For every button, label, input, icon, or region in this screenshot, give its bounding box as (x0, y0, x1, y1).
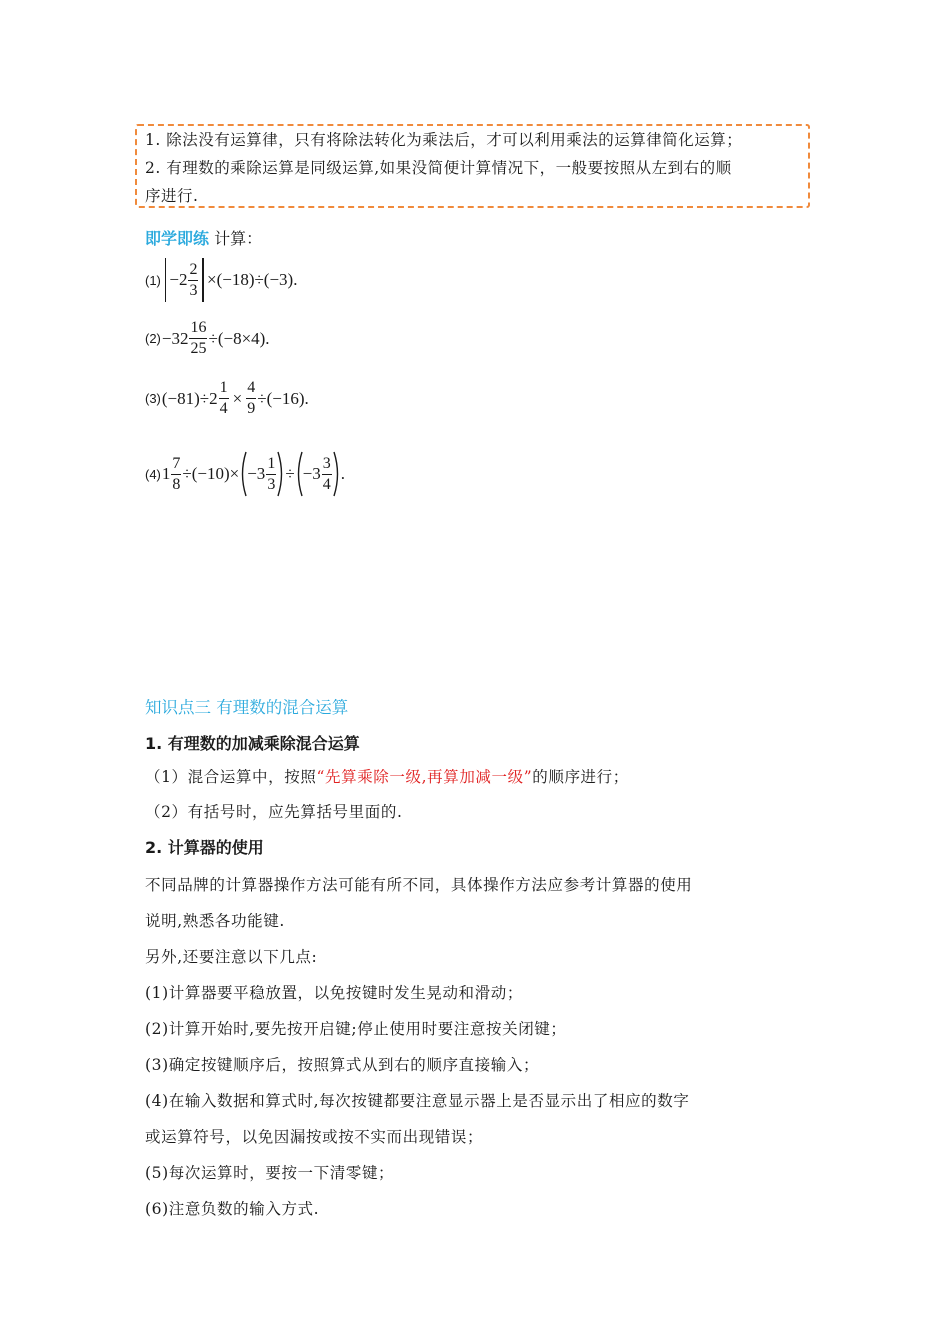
fraction-numerator: 7 (171, 456, 181, 475)
calc-line-10: (6)注意负数的输入方式. (145, 1200, 320, 1218)
problem-3-mid: × (232, 388, 243, 408)
fraction-numerator: 4 (246, 380, 256, 399)
left-paren-icon (239, 451, 247, 497)
problem-4-mid-2: ÷ (285, 464, 295, 483)
fraction-numerator: 16 (189, 320, 207, 339)
calc-line-9: (5)每次运算时，要按一下清零键； (145, 1164, 395, 1182)
problem-3-fraction-1 (219, 380, 229, 417)
calc-line-6: (3)确定按键顺序后，按照算式从到右的顺序直接输入； (145, 1056, 540, 1074)
problem-1-label: (1) (145, 272, 161, 288)
problem-2 (145, 320, 270, 357)
calc-line-3: 另外,还要注意以下几点: (145, 948, 318, 966)
left-paren-icon (295, 451, 303, 497)
fraction-denominator: 3 (189, 281, 198, 299)
note-line-1: 1. 除法没有运算律，只有将除法转化为乘法后，才可以利用乘法的运算律简化运算； (145, 131, 743, 149)
problem-4-fraction-1 (171, 456, 181, 493)
practice-heading (145, 226, 262, 249)
fraction-denominator: 9 (247, 400, 256, 417)
fraction-numerator: 2 (188, 262, 198, 281)
problem-1-fraction (188, 262, 198, 299)
problem-4-mid: ÷(−10)× (182, 464, 240, 483)
fraction-numerator: 3 (322, 456, 332, 475)
calc-line-7: (4)在输入数据和算式时,每次按键都要注意显示器上是否显示出了相应的数字 (145, 1092, 690, 1110)
problem-4-end: . (340, 464, 345, 483)
practice-text: 计算： (209, 229, 263, 248)
fraction-denominator: 25 (190, 340, 207, 357)
calc-line-5: (2)计算开始时,要先按开启键;停止使用时要注意按关闭键； (145, 1020, 567, 1038)
calc-line-4: (1)计算器要平稳放置，以免按键时发生晃动和滑动； (145, 984, 523, 1002)
mixed-op-item-2: （2）有括号时，应先算括号里面的. (145, 803, 403, 821)
problem-4-pre: 1 (161, 464, 171, 483)
problem-2-pre: −32 (161, 328, 189, 348)
item-1-suffix: 的顺序进行； (532, 768, 629, 786)
fraction-denominator: 4 (219, 400, 228, 417)
problem-4-fraction-2 (266, 456, 276, 493)
problem-3-fraction-2 (246, 380, 256, 417)
calc-line-1: 不同品牌的计算器操作方法可能有所不同，具体操作方法应参考计算器的使用 (145, 876, 693, 894)
fraction-numerator: 1 (266, 456, 276, 475)
abs-bar-left (165, 258, 167, 302)
problem-3 (145, 380, 309, 417)
problem-1-neg: −2 (169, 270, 188, 289)
problem-2-rest: ÷(−8×4). (208, 328, 270, 348)
problem-3-pre: (−81)÷2 (161, 388, 218, 408)
problem-3-label: (3) (145, 391, 161, 406)
fraction-denominator: 8 (172, 475, 181, 493)
problem-4-inner-2: −3 (302, 464, 321, 483)
section-title: 知识点三 有理数的混合运算 (145, 698, 349, 717)
subsection-title-2: 2. 计算器的使用 (145, 838, 264, 857)
problem-4-inner-1: −3 (247, 464, 266, 483)
subsection-title-1: 1. 有理数的加减乘除混合运算 (145, 734, 360, 753)
item-1-prefix: （1）混合运算中，按照 (145, 768, 317, 786)
practice-tag: 即学即练 (145, 229, 210, 248)
item-1-highlight: “先算乘除一级,再算加减一级” (316, 768, 533, 786)
problem-2-label: (2) (145, 331, 161, 346)
problem-4-label: (4) (145, 466, 161, 482)
problem-1-rest: ×(−18)÷(−3). (206, 270, 298, 289)
right-paren-icon (277, 451, 285, 497)
problem-2-fraction (189, 320, 207, 357)
note-line-3: 序进行. (145, 187, 199, 205)
problem-4-fraction-3 (322, 456, 332, 493)
problem-3-rest: ÷(−16). (257, 388, 309, 408)
abs-bar-right (202, 258, 204, 302)
note-line-2: 2. 有理数的乘除运算是同级运算,如果没简便计算情况下，一般要按照从左到右的顺 (145, 159, 732, 177)
fraction-numerator: 1 (219, 380, 229, 399)
right-paren-icon (333, 451, 341, 497)
mixed-op-item-1 (145, 765, 629, 787)
problem-1 (145, 258, 297, 302)
fraction-denominator: 4 (322, 475, 331, 493)
calc-line-8: 或运算符号，以免因漏按或按不实而出现错误； (145, 1128, 484, 1146)
fraction-denominator: 3 (267, 475, 276, 493)
calc-line-2: 说明,熟悉各功能键. (145, 912, 285, 930)
problem-4 (145, 451, 345, 497)
